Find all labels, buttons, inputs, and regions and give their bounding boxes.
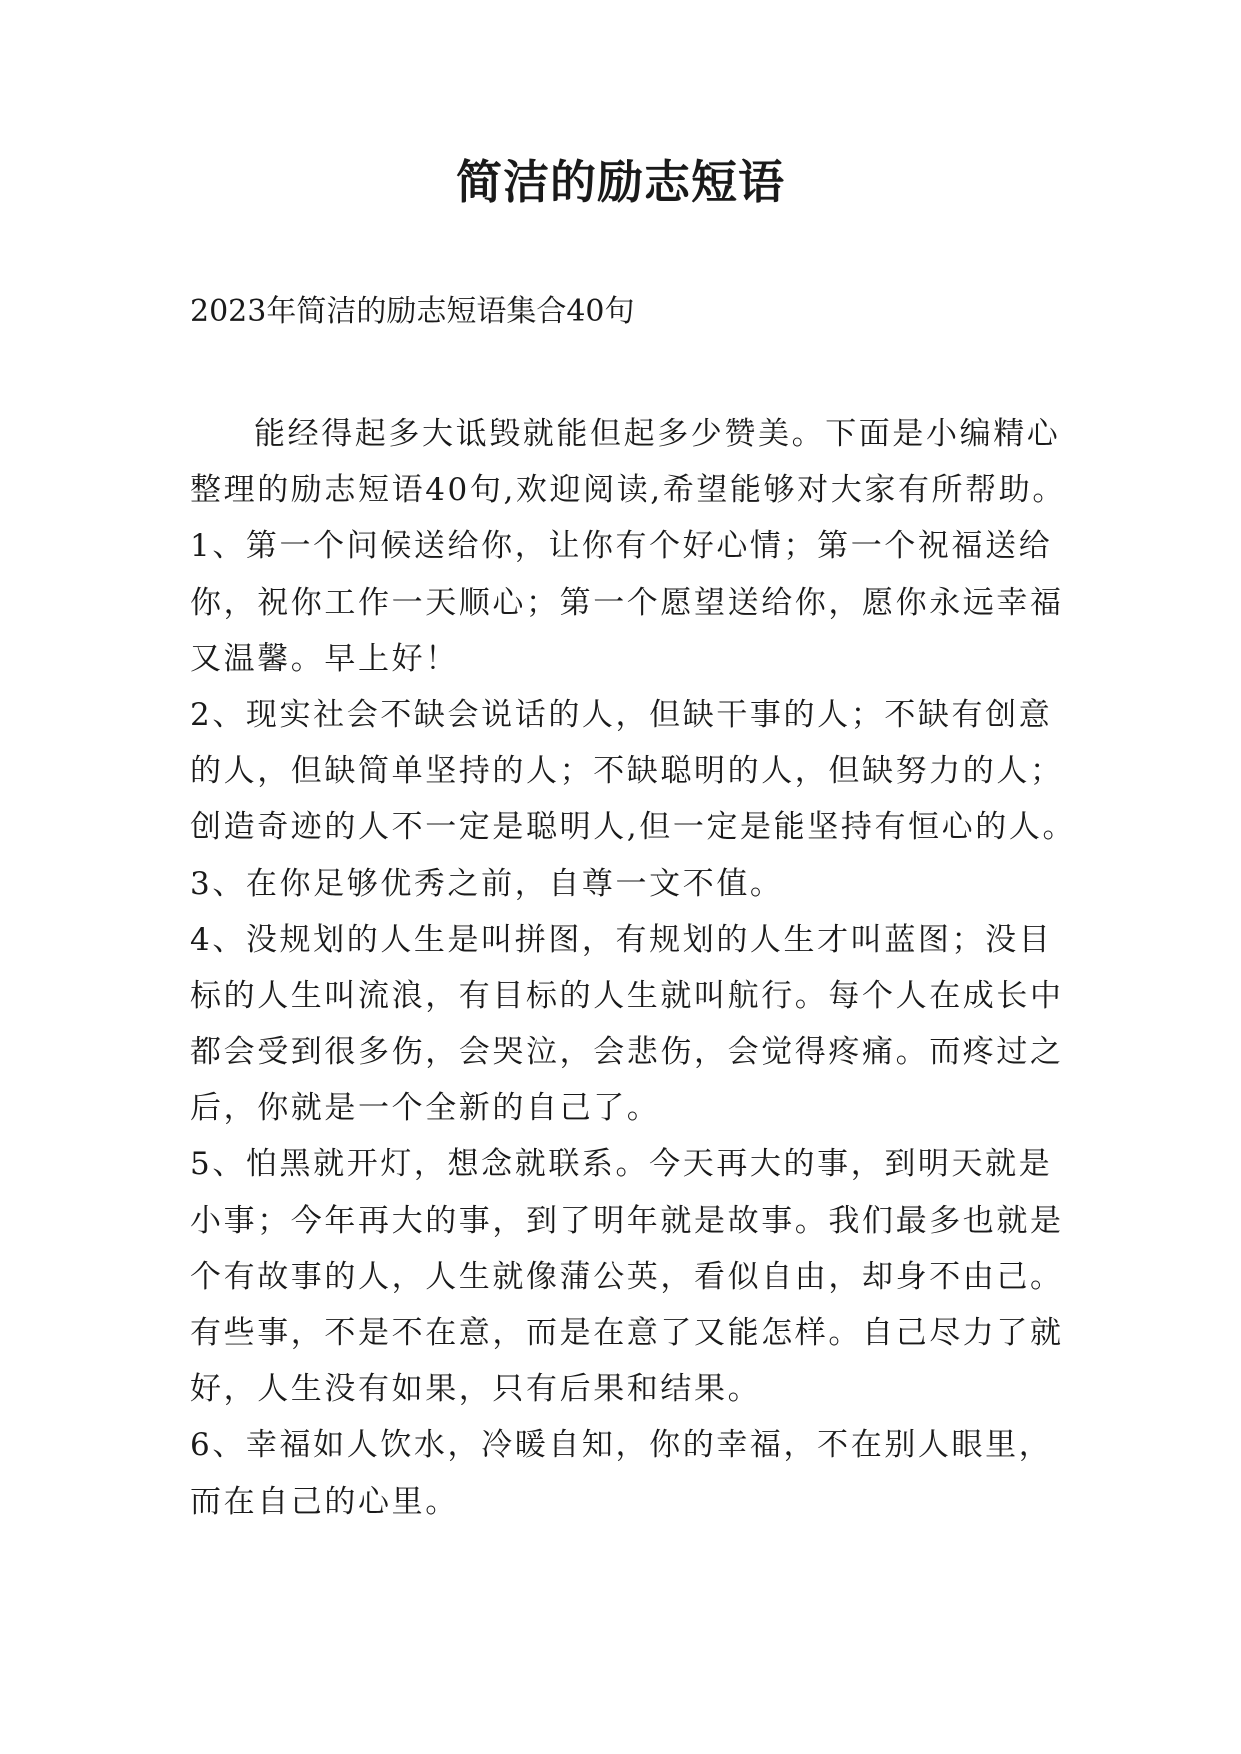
quote-item-3	[190, 856, 1050, 912]
intro-paragraph	[190, 406, 1066, 518]
paragraph-line: 而在自己的心里。	[190, 1483, 459, 1520]
quote-item-4	[190, 912, 1064, 1137]
quote-item-2	[190, 687, 1077, 856]
paragraph-line: 后，你就是一个全新的自己了。	[190, 1090, 661, 1127]
paragraph-line: 创造奇迹的人不一定是聪明人,但一定是能坚持有恒心的人。	[190, 809, 1077, 846]
paragraph-line: 个有故事的人，人生就像蒲公英，看似自由，却身不由己。	[190, 1258, 1064, 1295]
paragraph-line: 6、幸福如人饮水，冷暖自知，你的幸福，不在别人眼里，	[190, 1427, 1053, 1464]
paragraph-line: 能经得起多大诋毁就能但起多少赞美。下面是小编精心	[254, 416, 1061, 452]
paragraph-line: 好，人生没有如果，只有后果和结果。	[190, 1371, 762, 1408]
paragraph-line: 整理的励志短语40句,欢迎阅读,希望能够对大家有所帮助。	[190, 472, 1066, 509]
document-title: 简洁的励志短语	[456, 155, 785, 209]
paragraph-line: 又温馨。早上好！	[190, 640, 459, 677]
paragraph-line: 3、在你足够优秀之前，自尊一文不值。	[190, 865, 784, 902]
paragraph-line: 的人，但缺简单坚持的人；不缺聪明的人，但缺努力的人；	[190, 753, 1064, 790]
document-body	[190, 406, 1077, 1530]
quote-item-5	[190, 1136, 1064, 1417]
paragraph-line: 有些事，不是不在意，而是在意了又能怎样。自己尽力了就	[190, 1315, 1064, 1351]
paragraph-line: 2、现实社会不缺会说话的人，但缺干事的人；不缺有创意	[190, 696, 1053, 733]
paragraph-line: 5、怕黑就开灯，想念就联系。今天再大的事，到明天就是	[190, 1146, 1053, 1183]
quote-item-6	[190, 1417, 1053, 1529]
paragraph-line: 标的人生叫流浪，有目标的人生就叫航行。每个人在成长中	[190, 977, 1064, 1014]
paragraph-line: 你，祝你工作一天顺心；第一个愿望送给你，愿你永远幸福	[190, 584, 1064, 621]
paragraph-line: 4、没规划的人生是叫拼图，有规划的人生才叫蓝图；没目	[190, 921, 1053, 958]
quote-item-1	[190, 518, 1064, 687]
paragraph-line: 小事；今年再大的事，到了明年就是故事。我们最多也就是	[190, 1202, 1064, 1239]
paragraph-line: 都会受到很多伤，会哭泣，会悲伤，会觉得疼痛。而疼过之	[190, 1034, 1064, 1071]
paragraph-line: 1、第一个问候送给你，让你有个好心情；第一个祝福送给	[190, 528, 1053, 565]
document-subtitle: 2023年简洁的励志短语集合40句	[190, 294, 635, 329]
